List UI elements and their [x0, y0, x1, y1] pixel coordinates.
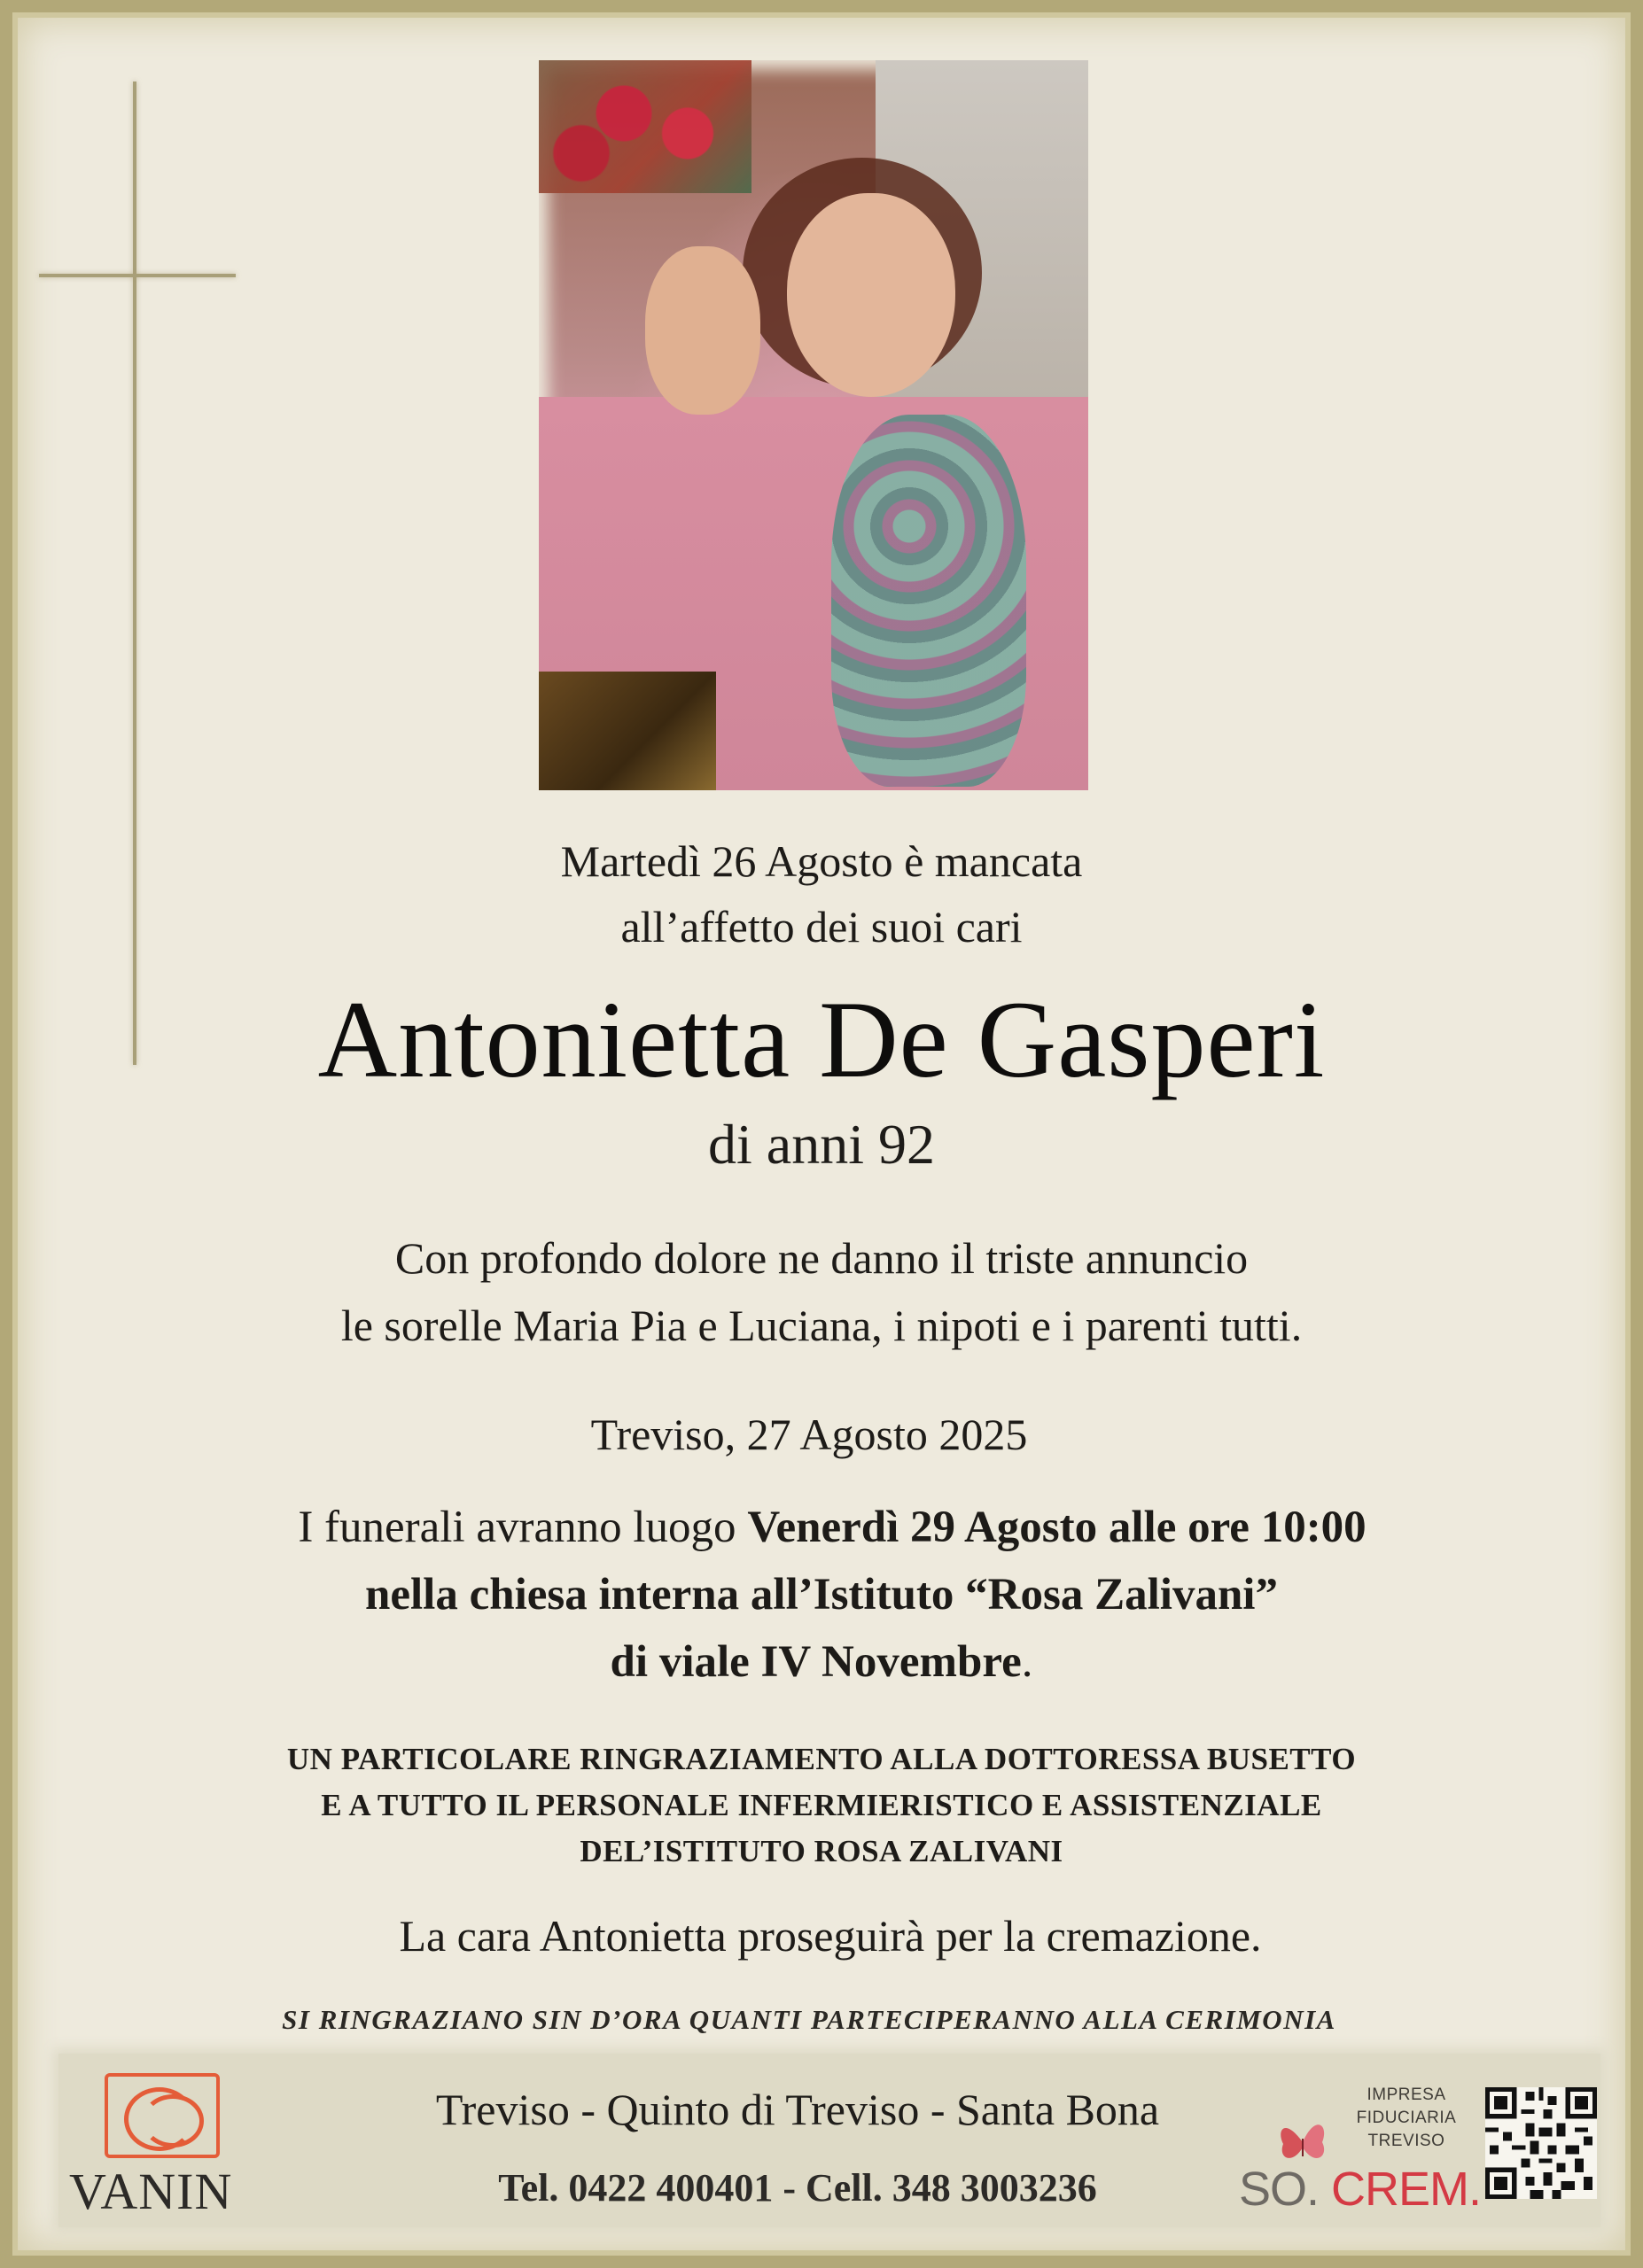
cremation-note: La cara Antonietta proseguirà per la cremazione. — [399, 1911, 1262, 1961]
announcement-line-2: le sorelle Maria Pia e Luciana, i nipoti e i parenti tutti. — [340, 1301, 1303, 1350]
place-date: Treviso, 27 Agosto 2025 — [590, 1410, 1028, 1459]
funeral-line-1 — [11, 1494, 1643, 1561]
impresa-fiduciaria-label — [1340, 2084, 1473, 2153]
thanks-line-3: DEL’ISTITUTO ROSA ZALIVANI — [580, 1834, 1063, 1868]
funeral-prefix: I funerali avranno luogo — [298, 1503, 748, 1552]
impresa-line-3: TREVISO — [1367, 2132, 1445, 2150]
photo-chair — [539, 672, 716, 790]
deceased-age: di anni 92 — [708, 1113, 935, 1176]
socrem-crem: CREM. — [1331, 2163, 1482, 2216]
cross-icon-horizontal — [39, 274, 236, 277]
photo-scarf — [831, 415, 1026, 787]
footer-phones: Tel. 0422 400401 - Cell. 348 3003236 — [498, 2166, 1097, 2210]
logo-ring-right — [142, 2094, 204, 2148]
funeral-address: di viale IV Novembre — [610, 1637, 1022, 1687]
vanin-brand: VANIN — [69, 2163, 233, 2220]
intro-line-2: all’affetto dei suoi cari — [620, 902, 1023, 951]
portrait-photo — [539, 60, 1088, 790]
funeral-line-3 — [0, 1628, 1643, 1696]
footer-cities: Treviso - Quinto di Treviso - Santa Bona — [435, 2085, 1160, 2134]
socrem-logo — [1239, 2162, 1481, 2217]
funeral-period: . — [1021, 1637, 1033, 1687]
vanin-logo-icon — [105, 2073, 220, 2158]
funeral-line-2 — [0, 1561, 1643, 1628]
photo-hand — [645, 246, 760, 415]
funeral-when: Venerdì 29 Agosto alle ore 10:00 — [747, 1503, 1367, 1552]
intro-line-1: Martedì 26 Agosto è mancata — [560, 836, 1083, 886]
announcement-line-1: Con profondo dolore ne danno il triste annuncio — [394, 1233, 1249, 1283]
thanks-line-1: UN PARTICOLARE RINGRAZIAMENTO ALLA DOTTORESSA BUSETTO — [286, 1742, 1357, 1776]
socrem-so: SO. — [1239, 2163, 1320, 2216]
photo-flowers-painting — [539, 60, 751, 193]
closing-thanks: SI RINGRAZIANO SIN D’ORA QUANTI PARTECIPERANNO ALLA CERIMONIA — [282, 2004, 1336, 2035]
photo-face — [787, 193, 955, 397]
impresa-line-2: FIDUCIARIA — [1356, 2109, 1457, 2127]
deceased-name: Antonietta De Gasperi — [317, 979, 1326, 1100]
funeral-place: nella chiesa interna all’Istituto “Rosa Zalivani” — [365, 1570, 1278, 1619]
impresa-line-1: IMPRESA — [1367, 2085, 1446, 2104]
qr-code-icon[interactable] — [1485, 2087, 1597, 2199]
thanks-line-2: E A TUTTO IL PERSONALE INFERMIERISTICO E ASSISTENZIALE — [321, 1788, 1322, 1822]
